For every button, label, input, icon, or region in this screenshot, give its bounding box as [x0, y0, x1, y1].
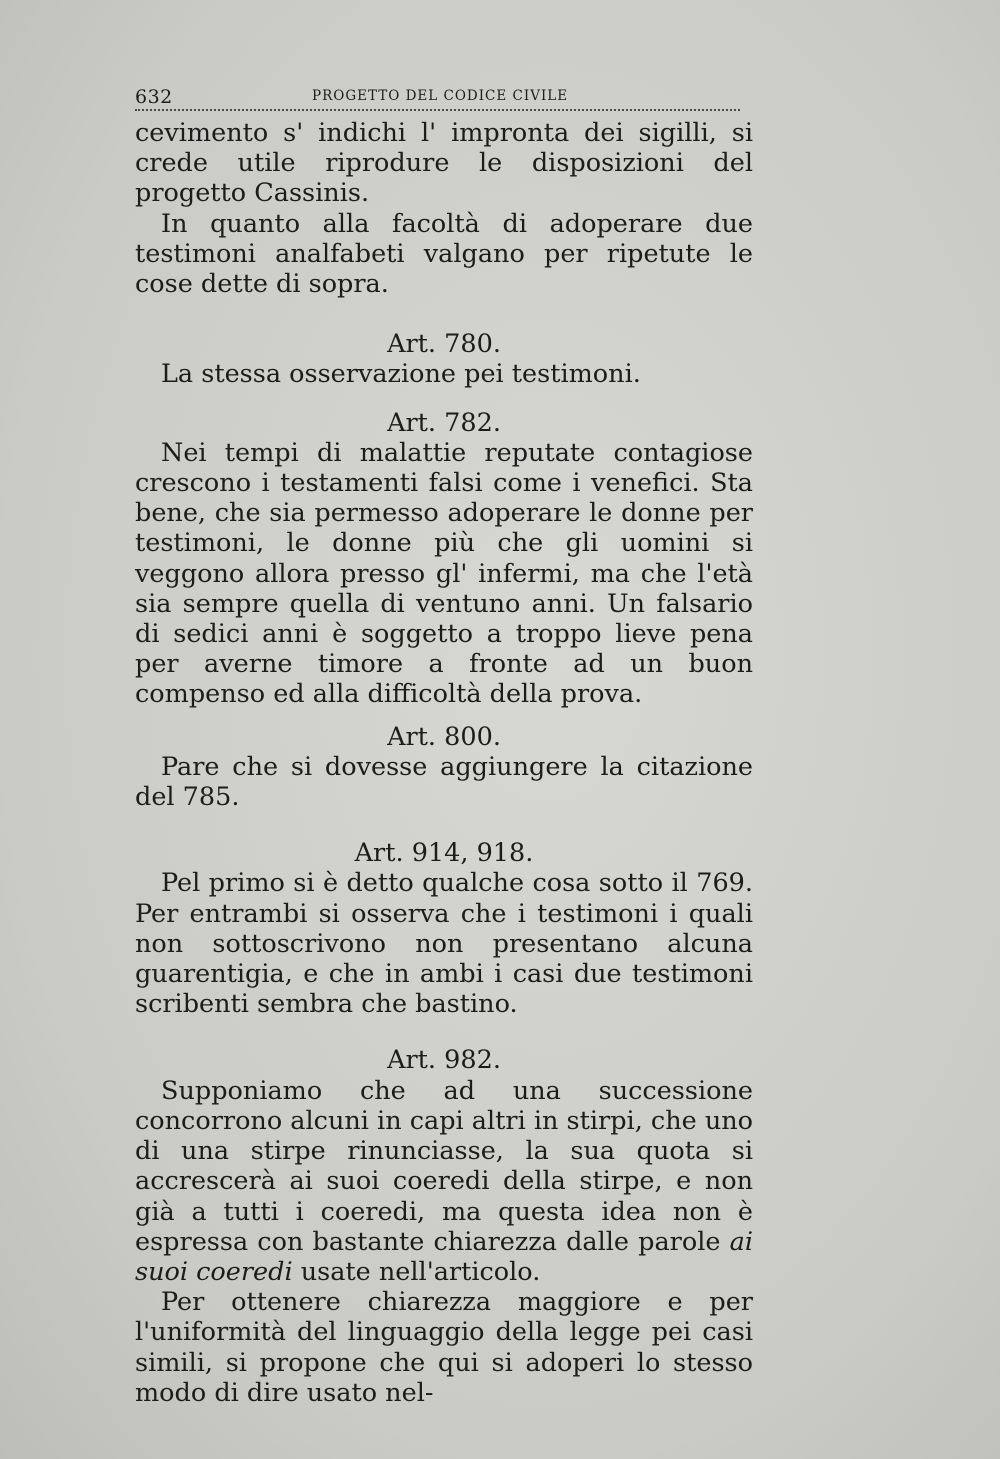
header-dotted-rule: [135, 109, 740, 111]
article-text-780: La stessa osservazione pei testimoni.: [161, 359, 641, 390]
article-heading-914-918: Art. 914, 918.: [354, 838, 534, 869]
article-text-982: [135, 1076, 753, 1287]
article-text-800: Pare che si dovesse aggiungere la citazione del 785.: [135, 751, 753, 813]
article-heading-782: Art. 782.: [387, 407, 501, 438]
paragraph-witnesses: In quanto alla facoltà di adoperare due testimoni analfabeti valgano per ripetute le cose dette di sopra.: [135, 208, 753, 300]
running-header: [135, 82, 740, 112]
article-heading-800: Art. 800.: [387, 721, 501, 752]
article-text-982-continued: Per ottenere chiarezza maggiore e per l'uniformità del linguaggio della legge pei casi simili, si propone che qui si adoperi lo stesso modo di dire usato nel-: [135, 1287, 753, 1408]
paragraph-continuation: cevimento s' indichi l' impronta dei sigilli, si crede utile riprodure le disposizioni del progetto Cassinis.: [135, 118, 753, 209]
running-title: PROGETTO DEL CODICE CIVILE: [312, 88, 569, 104]
page-number: 632: [135, 86, 173, 108]
article-text-782: Nei tempi di malattie reputate contagiose crescono i testamenti falsi come i venefici. Sta bene, che sia permesso adoperare le donne per testimoni, le donne più che gli uomini si veggono allora presso gl' infermi, ma che l'età sia sempre quella di ventuno anni. Un falsario di sedici anni è soggetto a troppo lieve pena per averne timore a fronte ad un buon compenso ed alla difficoltà della prova.: [135, 437, 753, 710]
italic-phrase: ai suoi coeredi: [135, 1226, 753, 1287]
article-text-982-part1: Supponiamo che ad una successione concorrono alcuni in capi altri in stirpi, che uno di una stirpe rinunciasse, la sua quota si accrescerà ai suoi coeredi della stirpe, e non già a tutti i coeredi, ma questa idea non è espressa con bastante chiarezza dalle parole: [135, 1075, 754, 1257]
article-heading-780: Art. 780.: [387, 329, 501, 360]
page-body: [135, 118, 753, 1408]
article-heading-982: Art. 982.: [387, 1045, 501, 1076]
article-text-982-part2: usate nell'articolo.: [292, 1256, 541, 1287]
article-text-914-918: Pel primo si è detto qualche cosa sotto il 769. Per entrambi si osserva che i testimoni i quali non sottoscrivono non presentano alcuna guarentigia, e che in ambi i casi due testimoni scribenti sembra che bastino.: [135, 868, 753, 1020]
